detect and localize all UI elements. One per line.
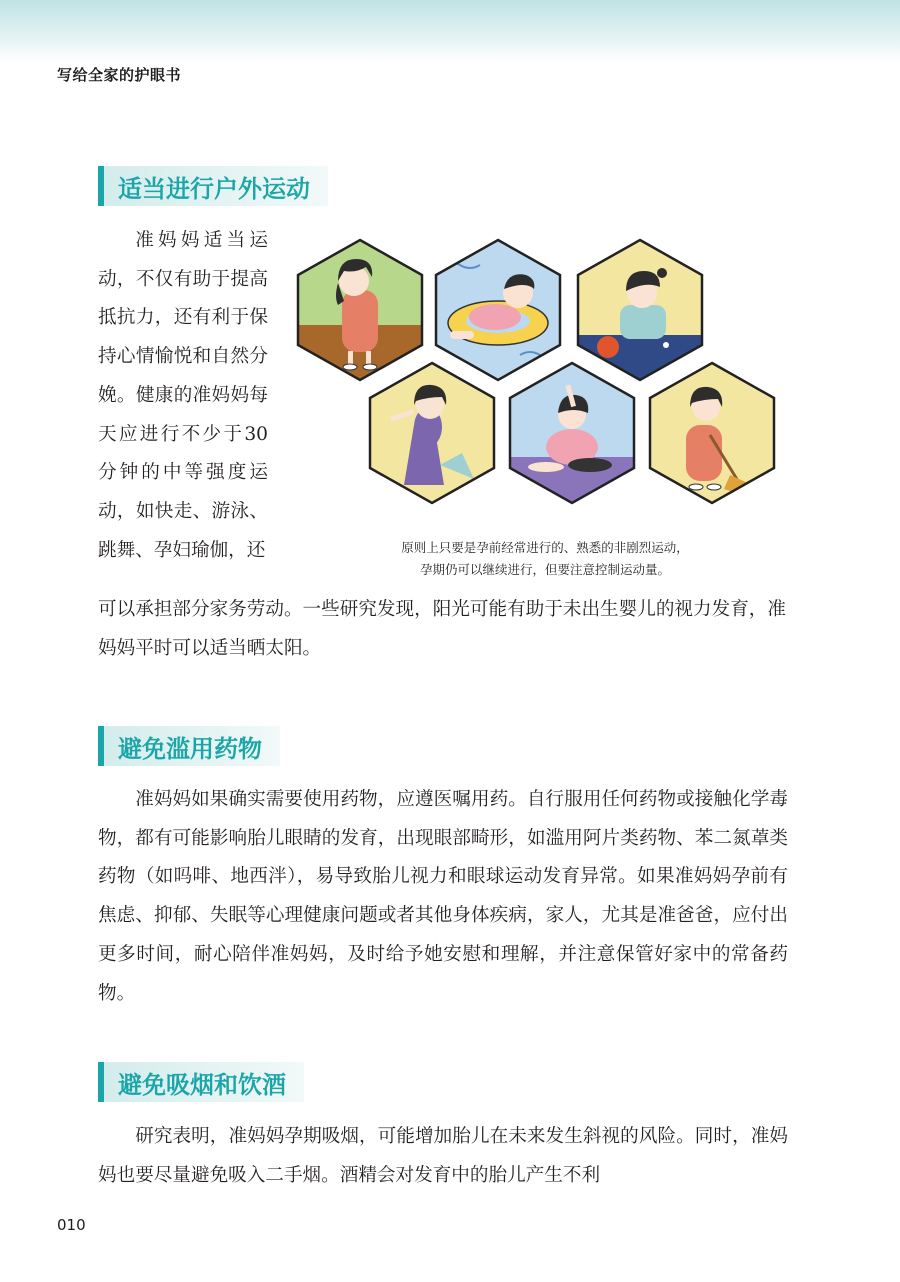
panel-dancing xyxy=(360,355,500,505)
book-title: 写给全家的护眼书 xyxy=(57,66,182,84)
illustration-caption xyxy=(335,537,755,581)
page-number: 010 xyxy=(57,1216,86,1234)
caption-line-2: 孕期仍可以继续进行，但要注意控制运动量。 xyxy=(419,562,670,577)
section-heading-outdoor-exercise: 适当进行户外运动 xyxy=(98,166,328,206)
paragraph-outdoor-exercise-continued: 可以承担部分家务劳动。一些研究发现，阳光可能有助于未出生婴儿的视力发育，准妈妈平时可以适当晒太阳。 xyxy=(98,599,786,659)
paragraph-avoid-drug-abuse: 准妈妈如果确实需要使用药物，应遵医嘱用药。自行服用任何药物或接触化学毒物，都有可能影响胎儿眼睛的发育，出现眼部畸形，如滥用阿片类药物、苯二氮䓬类药物（如吗啡、地西泮），易导致胎儿视力和眼球运动发育异常。如果准妈妈孕前有焦虑、抑郁、失眠等心理健康问题或者其他身体疾病，家人，尤其是准爸爸，应付出更多时间，耐心陪伴准妈妈，及时给予她安慰和理解，并注意保管好家中的常备药物。 xyxy=(98,789,788,1004)
panel-swimming xyxy=(430,235,570,385)
panel-sweeping xyxy=(640,355,780,505)
exercise-illustration xyxy=(290,235,790,505)
section-heading-avoid-drug-abuse: 避免滥用药物 xyxy=(98,726,280,766)
section-heading-avoid-smoking-drinking: 避免吸烟和饮酒 xyxy=(98,1062,304,1102)
paragraph-avoid-smoking-drinking: 研究表明，准妈妈孕期吸烟，可能增加胎儿在未来发生斜视的风险。同时，准妈妈也要尽量避免吸入二手烟。酒精会对发育中的胎儿产生不利 xyxy=(98,1126,788,1186)
paragraph-outdoor-exercise-narrow: 准妈妈适当运动，不仅有助于提高抵抗力，还有利于保持心情愉悦和自然分娩。健康的准妈妈每天应进行不少于30分钟的中等强度运动，如快走、游泳、跳舞、孕妇瑜伽，还 xyxy=(98,230,268,561)
panel-yoga xyxy=(500,355,640,505)
header-band xyxy=(0,0,900,62)
panel-walking xyxy=(290,235,430,385)
caption-line-1: 原则上只要是孕前经常进行的、熟悉的非剧烈运动， xyxy=(401,540,689,555)
panel-table-tennis xyxy=(570,235,710,385)
